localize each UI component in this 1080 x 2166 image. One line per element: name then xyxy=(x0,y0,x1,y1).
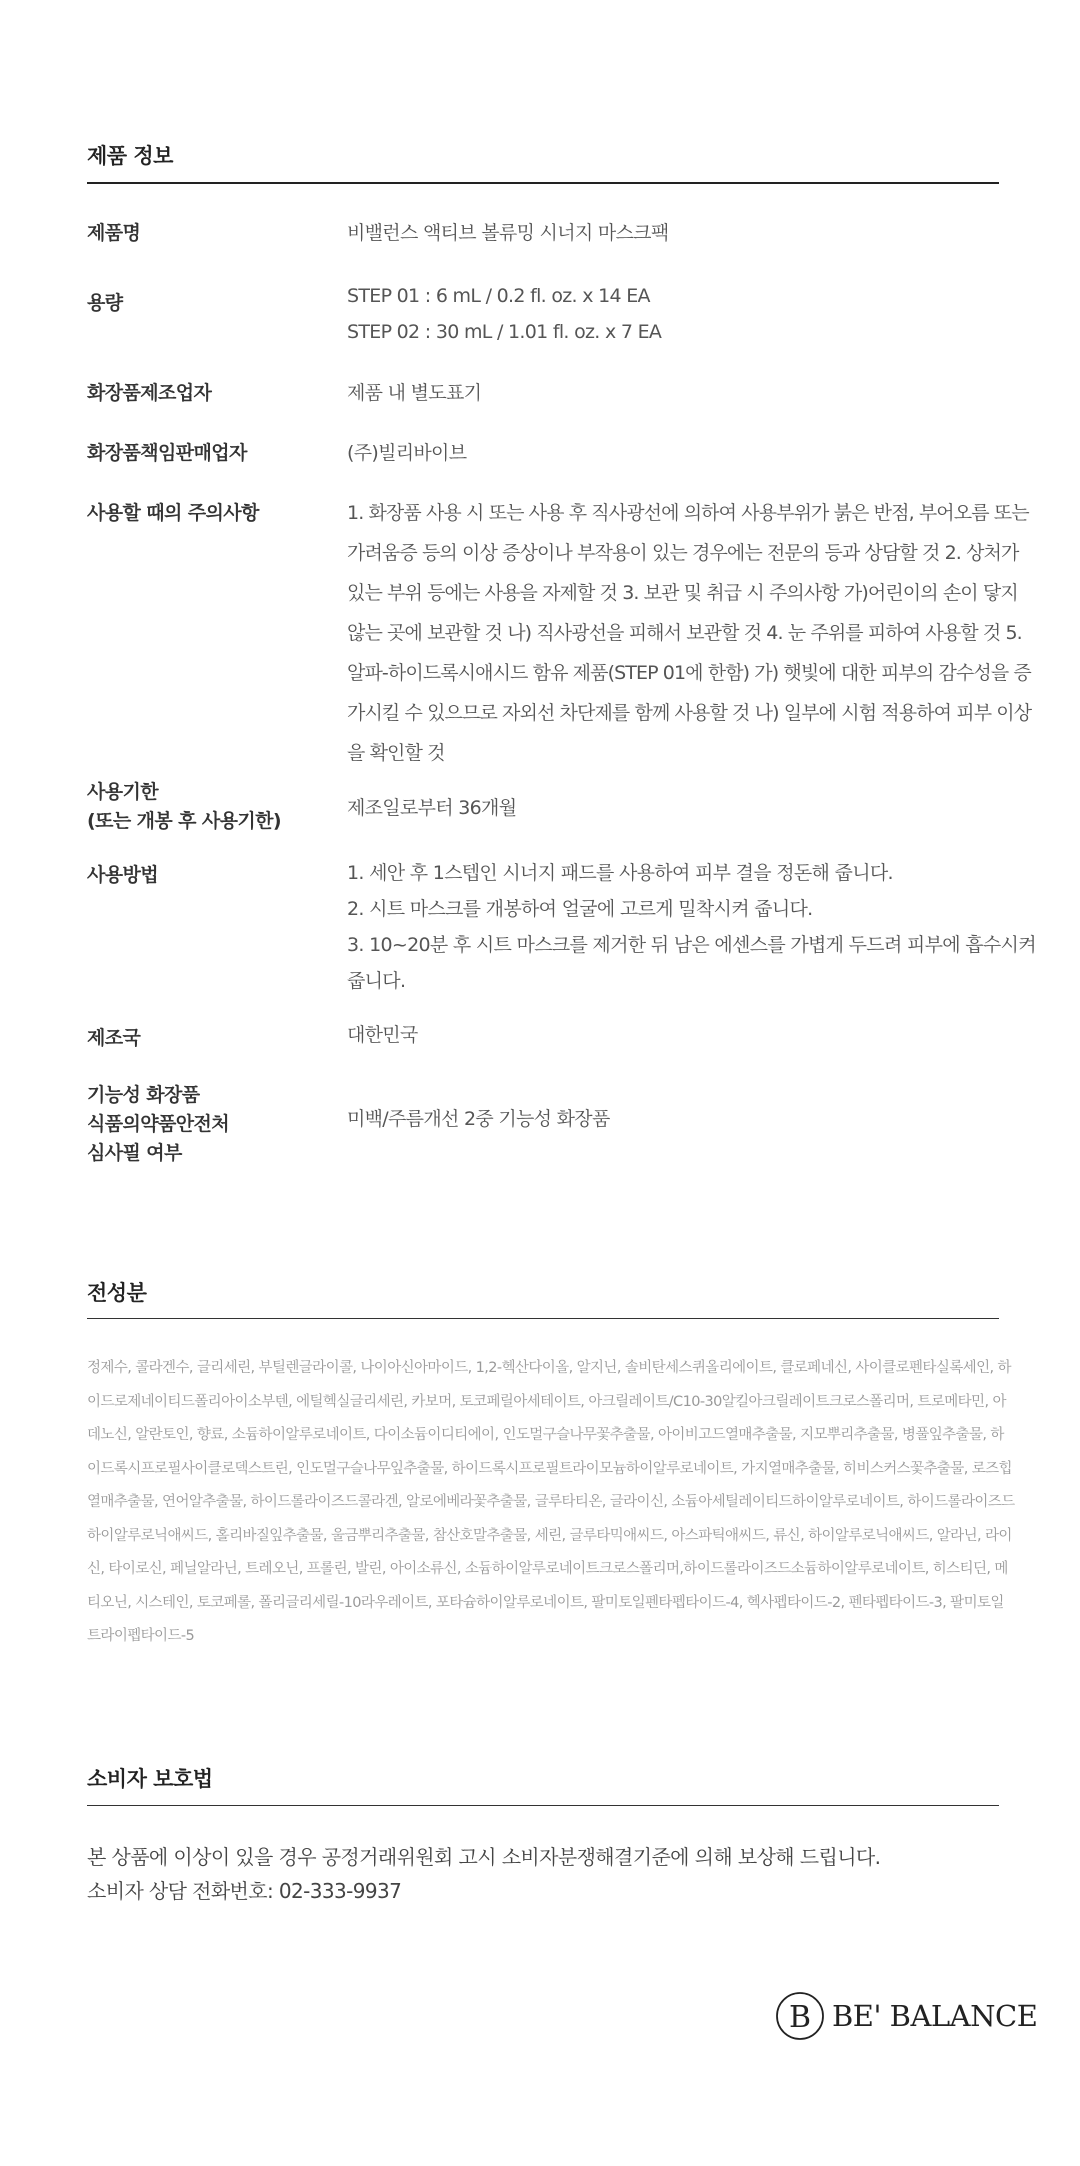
row-value-expiry xyxy=(347,790,1037,826)
consumer-protection-divider xyxy=(87,1805,999,1806)
row-label-precautions: 사용할 때의 주의사항 xyxy=(87,502,259,524)
brand-logo-text: BE' BALANCE xyxy=(832,1999,1038,2033)
value-line: 대한민국 xyxy=(347,1024,418,1046)
row-value-precautions xyxy=(347,493,1037,773)
row-value-functional xyxy=(347,1101,1037,1137)
row-value-product-name xyxy=(347,215,1037,251)
row-label-country: 제조국 xyxy=(87,1027,141,1049)
row-label-usage: 사용방법 xyxy=(87,864,159,886)
row-label-manufacturer: 화장품제조업자 xyxy=(87,382,212,404)
consumer-protection-text xyxy=(87,1840,1007,1908)
product-info-divider xyxy=(87,182,999,184)
value-line: STEP 01 : 6 mL / 0.2 fl. oz. x 14 EA xyxy=(347,285,650,307)
brand-mark-letter: B xyxy=(788,2000,812,2035)
row-label-volume: 용량 xyxy=(87,292,123,314)
consumer-protection-line: 본 상품에 이상이 있을 경우 공정거래위원회 고시 소비자분쟁해결기준에 의해 보상해 드립니다. xyxy=(87,1845,881,1869)
product-info-title: 제품 정보 xyxy=(87,144,173,168)
value-line: 제조일로부터 36개월 xyxy=(347,797,517,819)
value-line: 비밸런스 액티브 볼류밍 시너지 마스크팩 xyxy=(347,222,669,244)
row-value-usage xyxy=(347,855,1037,999)
value-line: 2. 시트 마스크를 개봉하여 얼굴에 고르게 밀착시켜 줍니다. xyxy=(347,898,813,920)
row-label-functional: 기능성 화장품 식품의약품안전처 심사필 여부 xyxy=(87,1084,230,1164)
consumer-protection-title: 소비자 보호법 xyxy=(87,1767,213,1791)
row-value-distributor xyxy=(347,435,1037,471)
value-line: (주)빌리바이브 xyxy=(347,442,467,464)
value-line: 1. 세안 후 1스텝인 시너지 패드를 사용하여 피부 결을 정돈해 줍니다. xyxy=(347,862,893,884)
brand-mark-icon xyxy=(774,1990,826,2042)
consumer-contact-line: 소비자 상담 전화번호: 02-333-9937 xyxy=(87,1879,402,1903)
ingredients-text: 정제수, 콜라겐수, 글리세린, 부틸렌글라이콜, 나이아신아마이드, 1,2-헥산다이올, 알지닌, 솔비탄세스퀴올리에이트, 클로페네신, 사이클로펜타실록세인, 하이드로제네이티드폴리아이소부텐, 에틸헥실글리세린, 카보머, 토코페릴아세테이트, 아크릴레이트/C10-30알킬아크릴레이트크로스폴리머, 트로메타민, 아데노신, 알란토인, 향료, 소듐하이알루로네이트, 다이소듐이디티에이, 인도멀구슬나무꽃추출물, 아이비고드열매추출물, 지모뿌리추출물, 병풀잎추출물, 하이드록시프로필사이클로덱스트린, 인도멀구슬나무잎추출물, 하이드록시프로필트라이모늄하이알루로네이트, 가지열매추출물, 히비스커스꽃추출물, 로즈힙열매추출물, 연어알추출물, 하이드롤라이즈드콜라겐, 알로에베라꽃추출물, 글루타티온, 글라이신, 소듐아세틸레이티드하이알루로네이트, 하이드롤라이즈드하이알루로닉애씨드, 홀리바질잎추출물, 울금뿌리추출물, 참산호말추출물, 세린, 글루타믹애씨드, 아스파틱애씨드, 류신, 하이알루로닉애씨드, 알라닌, 라이신, 타이로신, 페닐알라닌, 트레오닌, 프롤린, 발린, 아이소류신, 소듐하이알루로네이트크로스폴리머,하이드롤라이즈드소듐하이알루로네이트, 히스티딘, 메티오닌, 시스테인, 토코페롤, 폴리글리세릴-10라우레이트, 포타슘하이알루로네이트, 팔미토일펜타펩타이드-4, 헥사펩타이드-2, 펜타펩타이드-3, 팔미토일트라이펩타이드-5 xyxy=(87,1360,1015,1644)
row-value-volume xyxy=(347,278,1037,350)
value-line: 미백/주름개선 2중 기능성 화장품 xyxy=(347,1108,610,1130)
value-line: 1. 화장품 사용 시 또는 사용 후 직사광선에 의하여 사용부위가 붉은 반점, 부어오름 또는 가려움증 등의 이상 증상이나 부작용이 있는 경우에는 전문의 등과 상담할 것 2. 상처가 있는 부위 등에는 사용을 자제할 것 3. 보관 및 취급 시 주의사항 가)어린이의 손이 닿지 않는 곳에 보관할 것 나) 직사광선을 피해서 보관할 것 4. 눈 주위를 피하여 사용할 것 5. 알파-하이드록시애시드 함유 제품(STEP 01에 한함) 가) 햇빛에 대한 피부의 감수성을 증가시킬 수 있으므로 자외선 차단제를 함께 사용할 것 나) 일부에 시험 적용하여 피부 이상을 확인할 것 xyxy=(347,502,1032,764)
row-label-expiry: 사용기한 (또는 개봉 후 사용기한) xyxy=(87,781,281,832)
brand-logo xyxy=(774,1988,1037,2044)
row-label-distributor: 화장품책임판매업자 xyxy=(87,442,247,464)
ingredients-divider xyxy=(87,1318,999,1319)
value-line: 제품 내 별도표기 xyxy=(347,382,482,404)
value-line: STEP 02 : 30 mL / 1.01 fl. oz. x 7 EA xyxy=(347,321,662,343)
ingredients-title: 전성분 xyxy=(87,1281,147,1305)
value-line: 3. 10~20분 후 시트 마스크를 제거한 뒤 남은 에센스를 가볍게 두드려 피부에 흡수시켜 줍니다. xyxy=(347,934,1036,992)
row-value-manufacturer xyxy=(347,375,1037,411)
row-value-country xyxy=(347,1017,1037,1053)
row-label-product-name: 제품명 xyxy=(87,222,141,244)
